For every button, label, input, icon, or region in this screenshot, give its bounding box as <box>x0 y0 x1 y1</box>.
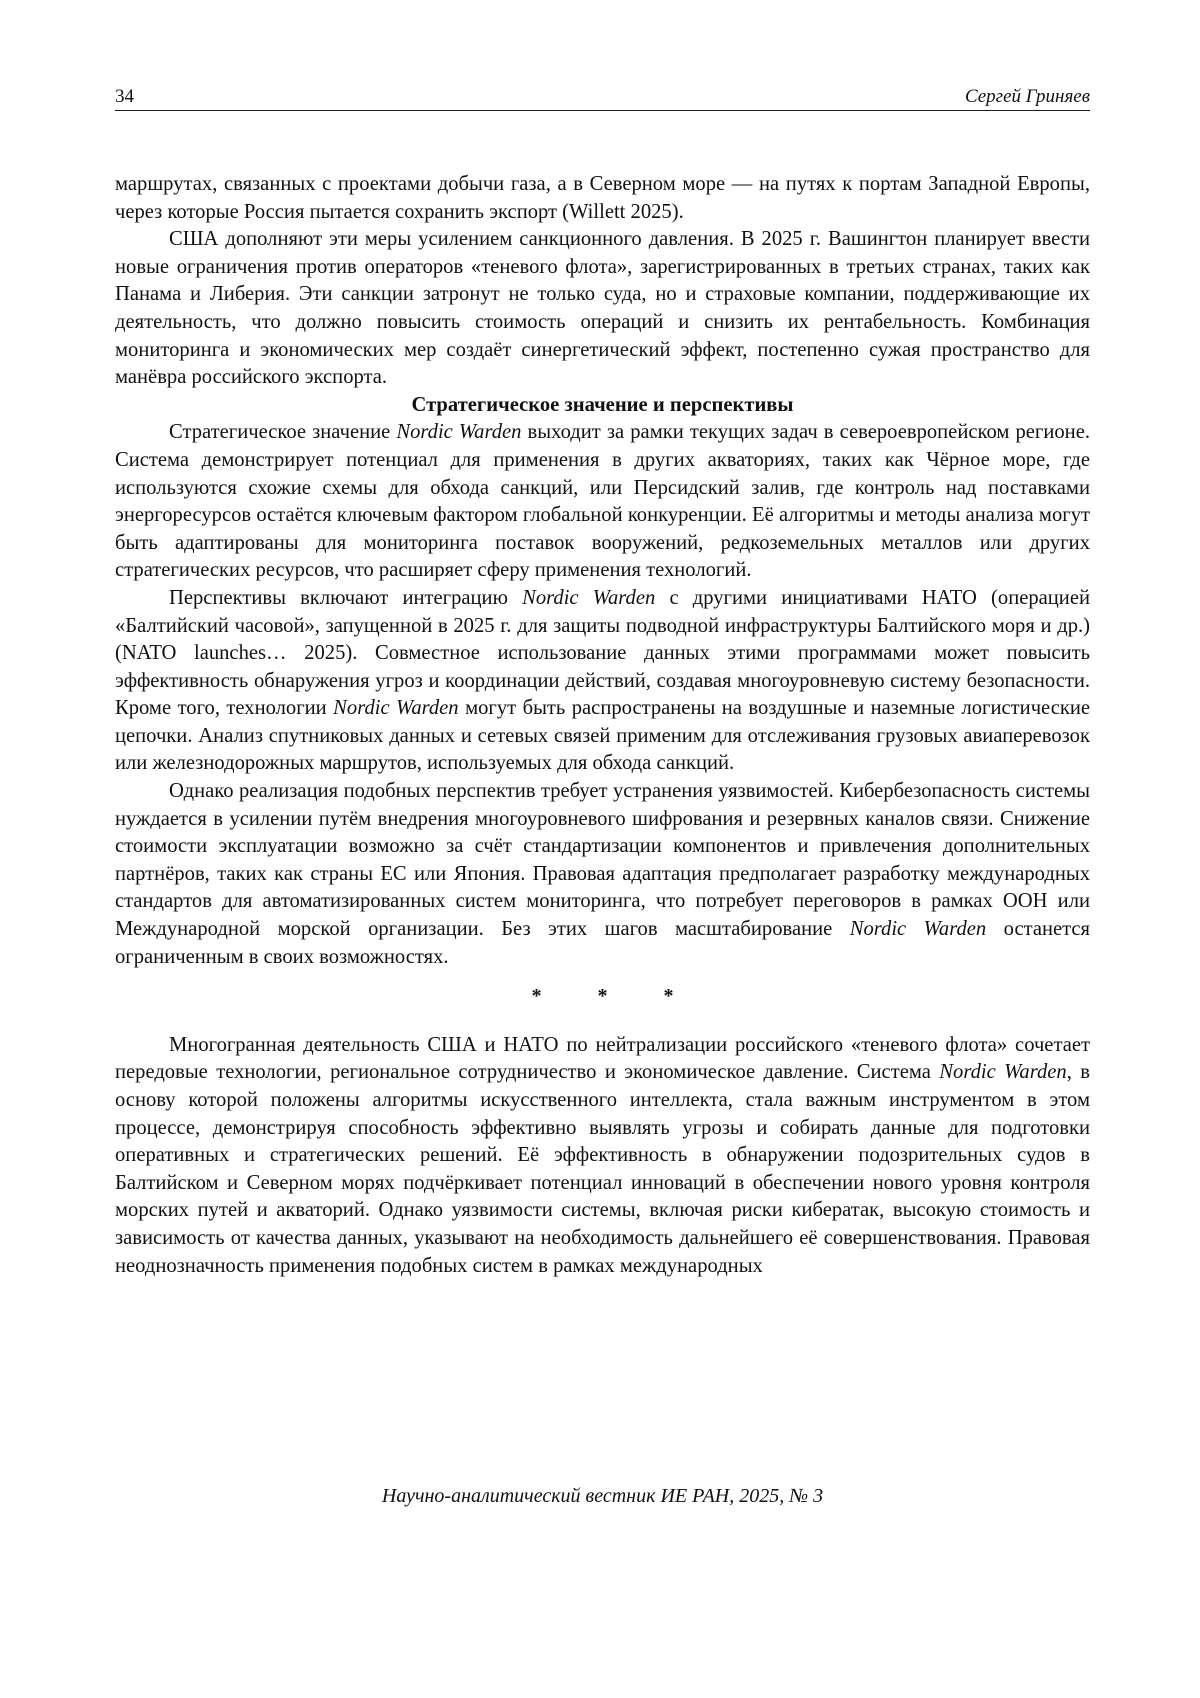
paragraph-text: США дополняют эти меры усилением санкционного давления. В 2025 г. Вашингтон планирует ввести новые ограничения против операторов «теневого флота», зарегистрированных в третьих странах, таких как Панама и Либерия. Эти санкции затронут не только суда, но и страховые компании, поддерживающие их деятельность, что должно повысить стоимость операций и снизить их рентабельность. Комбинация мониторинга и экономических мер создаёт синергетический эффект, постепенно сужая пространство для манёвра российского экспорта. <box>115 228 1090 389</box>
separator-star: * <box>597 985 608 1008</box>
page-footer-journal: Научно-аналитический вестник ИЕ РАН, 2025, № 3 <box>381 1485 824 1507</box>
separator-star: * <box>663 985 674 1008</box>
paragraph-text: с другими инициативами НАТО (операцией «Балтийский часовой», запущенной в 2025 г. для защиты подводной инфраструктуры Балтийского моря и др.) (NATO launches… 2025). Совместное использование данных этими программами может повысить эффективность обнаружения угроз и координации действий, создавая многоуровневую систему безопасности. Кроме того, технологии <box>115 586 1090 720</box>
system-name: Nordic Warden <box>522 586 656 609</box>
paragraph-conclusion <box>115 1032 1090 1280</box>
paragraph-text: выходит за рамки текущих задач в североевропейском регионе. Система демонстрирует потенциал для применения в других акваториях, таких как Чёрное море, где используются схожие схемы для обхода санкций, или Персидский залив, где контроль над поставками энергоресурсов остаётся ключевым фактором глобальной конкуренции. Её алгоритмы и методы анализа могут быть адаптированы для мониторинга поставок вооружений, редкоземельных металлов или других стратегических ресурсов, что расширяет сферу применения технологий. <box>115 421 1090 582</box>
system-name: Nordic Warden <box>396 421 522 444</box>
paragraph-text: маршрутах, связанных с проектами добычи газа, а в Северном море — на путях к портам Западной Европы, через которые Россия пытается сохранить экспорт (Willett 2025). <box>115 173 1090 223</box>
system-name: Nordic Warden <box>333 697 459 720</box>
paragraph-text: , в основу которой положены алгоритмы искусственного интеллекта, стала важным инструментом в этом процессе, демонстрируя способность эффективно выявлять угрозы и собирать данные для подготовки оперативных и стратегических решений. Её эффективность в обнаружении подозрительных судов в Балтийском и Северном морях подчёркивает потенциал инноваций в обеспечении нового уровня контроля морских путей и акваторий. Однако уязвимости системы, включая риски кибератак, высокую стоимость и зависимость от качества данных, указывают на необходимость дальнейшего её совершенствования. Правовая неоднозначность применения подобных систем в рамках международных <box>115 1061 1091 1277</box>
paragraph-perspectives <box>115 585 1090 778</box>
section-separator <box>115 983 1090 1011</box>
paragraph-text: Многогранная деятельность США и НАТО по нейтрализации российского «теневого флота» сочетает передовые технологии, региональное сотрудничество и экономическое давление. Система <box>115 1033 1090 1084</box>
paragraph-text: могут быть распространены на воздушные и наземные логистические цепочки. Анализ спутниковых данных и сетевых связей применим для отслеживания грузовых авиаперевозок или железнодорожных маршрутов, используемых для обхода санкций. <box>115 697 1091 775</box>
running-head-author: Сергей Гриняев <box>964 86 1090 107</box>
system-name: Nordic Warden <box>939 1061 1067 1084</box>
paragraph-text: Перспективы включают интеграцию <box>169 586 523 609</box>
paragraph-sanctions <box>115 226 1090 392</box>
page-header <box>115 84 1090 111</box>
system-name: Nordic Warden <box>849 918 987 941</box>
article-body <box>115 171 1090 1280</box>
separator-star: * <box>531 985 542 1008</box>
paragraph-text: останется ограниченным в своих возможностях. <box>115 918 1090 968</box>
paragraph-vulnerabilities <box>115 778 1090 971</box>
paragraph-text: Стратегическое значение <box>169 421 397 444</box>
paragraph-continuation <box>115 171 1090 226</box>
paragraph-text: Однако реализация подобных перспектив требует устранения уязвимостей. Кибербезопасность системы нуждается в усилении путём внедрения многоуровневого шифрования и резервных каналов связи. Снижение стоимости эксплуатации возможно за счёт стандартизации компонентов и привлечения дополнительных партнёров, таких как страны ЕС или Япония. Правовая адаптация предполагает разработку международных стандартов для автоматизированных систем мониторинга, что потребует переговоров в рамках ООН или Международной морской организации. Без этих шагов масштабирование <box>115 780 1090 941</box>
page-number: 34 <box>115 86 134 107</box>
section-heading: Стратегическое значение и перспективы <box>411 393 794 416</box>
paragraph-strategic-value <box>115 419 1090 585</box>
